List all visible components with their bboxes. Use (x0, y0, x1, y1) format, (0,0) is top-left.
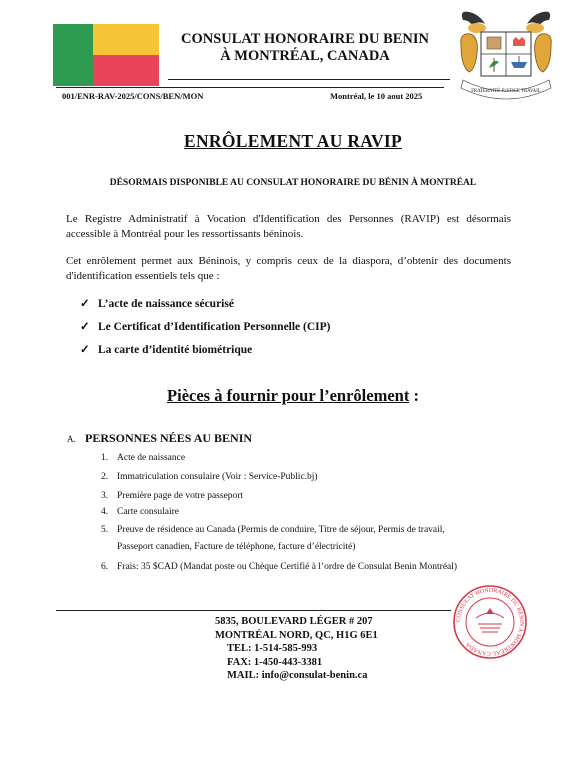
city-line: MONTRÉAL NORD, QC, H1G 6E1 (215, 629, 378, 641)
document-date: Montréal, le 10 aout 2025 (330, 91, 423, 101)
purpose-paragraph: Cet enrôlement permet aux Béninois, y compris ceux de la diaspora, d’obtenir des documents d'identification essentiels tels que : (66, 255, 511, 282)
check-icon: ✓ (80, 321, 90, 333)
list-item: 1. Acte de naissance (101, 453, 186, 463)
check-icon: ✓ (80, 344, 90, 356)
list-item: 5. Preuve de résidence au Canada (Permis de conduire, Titre de séjour, Permis de travail, (101, 525, 445, 535)
page-subtitle: DÉSORMAIS DISPONIBLE AU CONSULAT HONORAIRE DU BÉNIN À MONTRÉAL (109, 178, 477, 188)
consulate-name-line2: À MONTRÉAL, CANADA (220, 48, 390, 64)
document-item: ✓ L’acte de naissance sécurisé (80, 298, 234, 310)
reference-number: 001/ENR-RAV-2025/CONS/BEN/MON (62, 91, 204, 101)
list-item: 3. Première page de votre passeport (101, 491, 244, 501)
svg-text:FRATERNITÉ JUSTICE TRAVAIL: FRATERNITÉ JUSTICE TRAVAIL (471, 89, 541, 94)
phone-line: TEL: 1-514-585-993 (227, 643, 318, 654)
email-line: MAIL: info@consulat-benin.ca (227, 670, 368, 681)
coat-of-arms-icon (455, 10, 557, 102)
contact-block (215, 615, 378, 683)
intro-paragraph: Le Registre Administratif à Vocation d'Identification des Personnes (RAVIP) est désormais accessible à Montréal pour les ressortissants béninois. (66, 213, 511, 240)
document-item: ✓ La carte d’identité biométrique (80, 344, 253, 356)
requirements-heading: Pièces à fournir pour l’enrôlement : (167, 386, 419, 405)
consulate-name-line1: CONSULAT HONORAIRE DU BENIN (180, 31, 429, 47)
check-icon: ✓ (80, 298, 90, 310)
list-item-continuation: Passeport canadien, Facture de téléphone, facture d’électricité) (117, 542, 356, 552)
footer-rule (56, 610, 451, 611)
list-item: 2. Immatriculation consulaire (Voir : Service-Public.bj) (101, 472, 318, 482)
fax-line: FAX: 1-450-443-3381 (227, 656, 323, 668)
address-line: 5835, BOULEVARD LÉGER # 207 (215, 616, 373, 627)
consulate-seal-icon (452, 584, 528, 660)
list-item: 4. Carte consulaire (101, 507, 179, 517)
header-rule (168, 79, 450, 80)
svg-text:CONSULAT HONORAIRE DU BENIN À: CONSULAT HONORAIRE DU BENIN À MONTRÉAL CANADA (455, 587, 525, 657)
document-item: ✓ Le Certificat d’Identification Personnelle (CIP) (80, 321, 331, 333)
page-title: ENRÔLEMENT AU RAVIP (183, 131, 402, 151)
benin-flag (53, 24, 159, 86)
section-a-heading: A. PERSONNES NÉES AU BENIN (67, 431, 253, 445)
header-rule-lower (56, 87, 444, 88)
list-item: 6. Frais: 35 $CAD (Mandat poste ou Chèque Certifié à l’ordre de Consulat Benin Montréal) (101, 562, 458, 572)
